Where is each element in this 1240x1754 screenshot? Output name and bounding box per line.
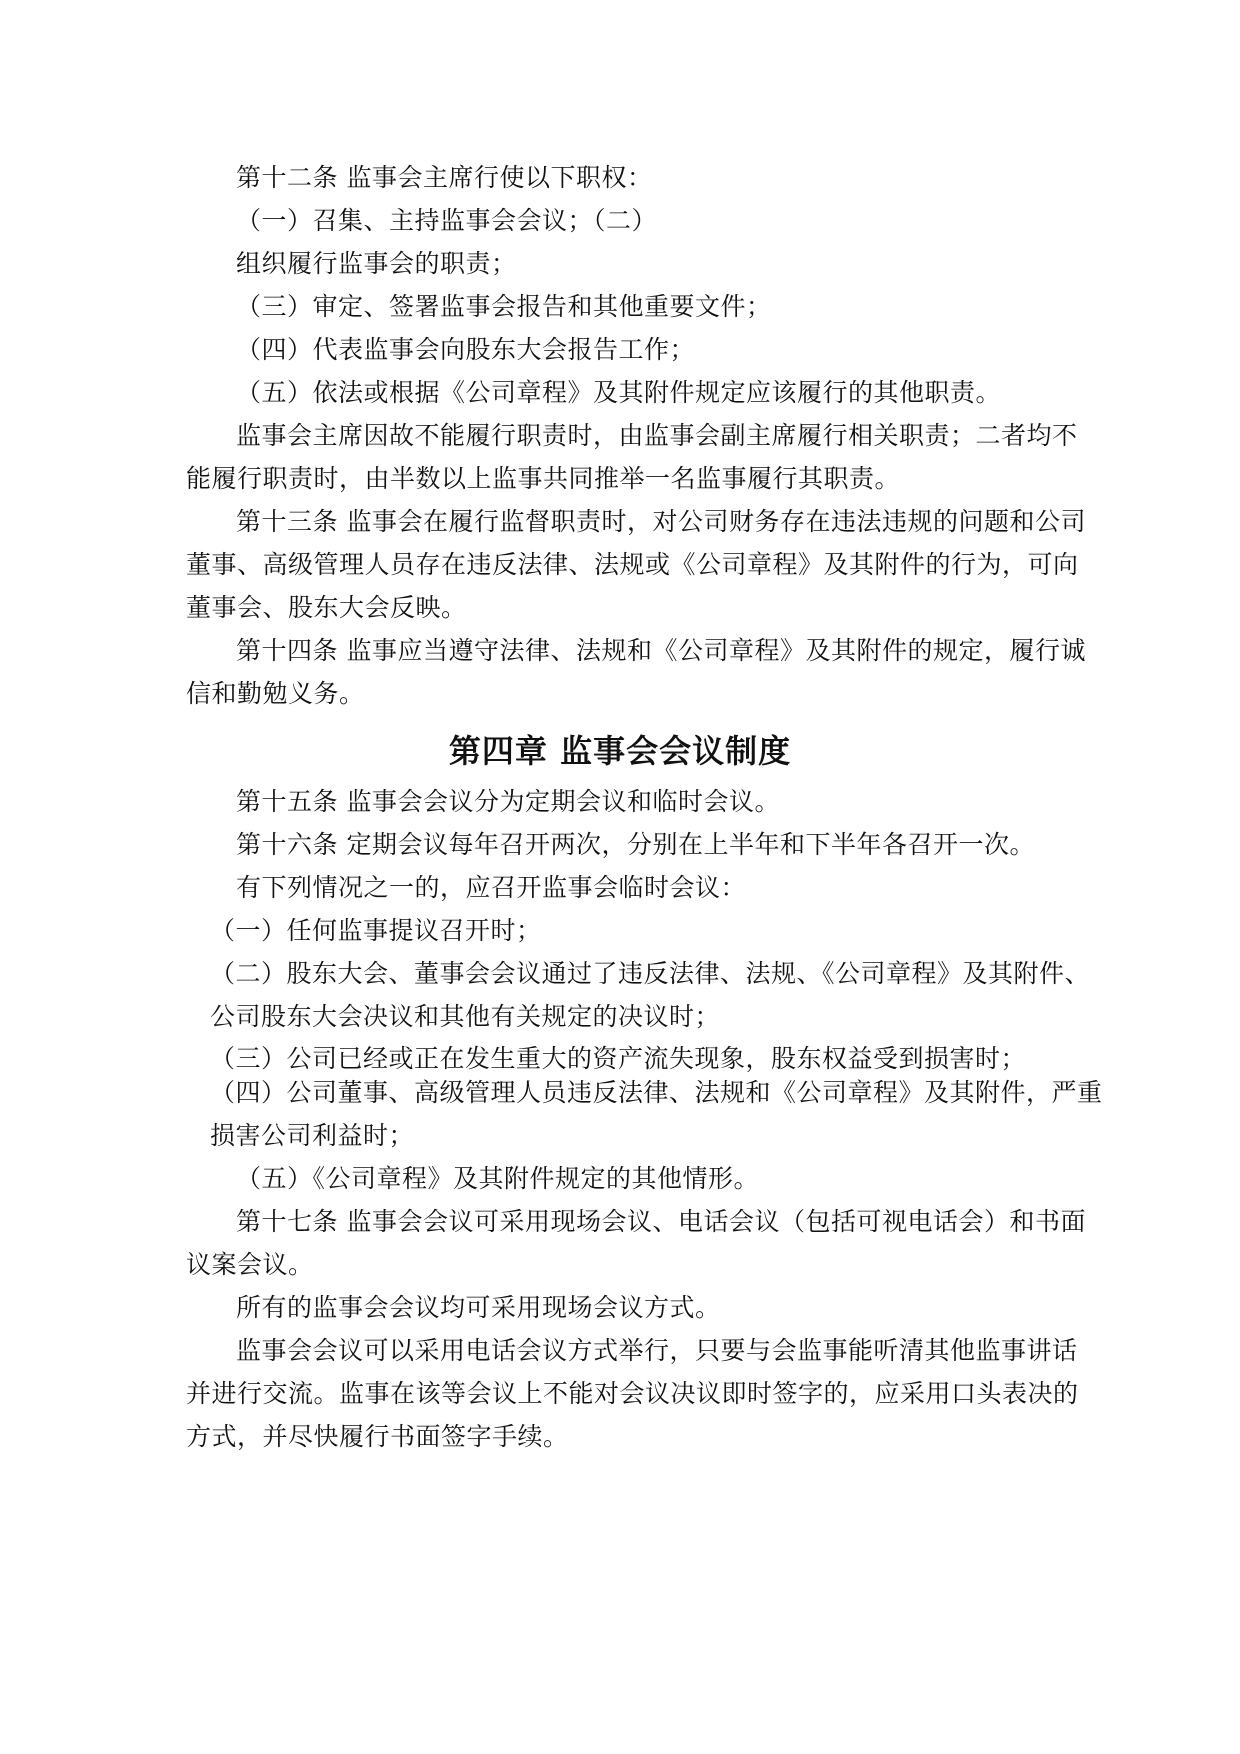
article-13-line-2: 董事、高级管理人员存在违反法律、法规或《公司章程》及其附件的行为，可向 xyxy=(186,550,1079,579)
article-16-item-4-line-2: 损害公司利益时； xyxy=(210,1121,415,1150)
article-12-paragraph-line-1: 监事会主席因故不能履行职责时，由监事会副主席履行相关职责；二者均不 xyxy=(236,421,1078,450)
article-16-item-2-line-2: 公司股东大会决议和其他有关规定的决议时； xyxy=(210,1002,721,1031)
chapter-4-title: 第四章 监事会会议制度 xyxy=(448,732,792,770)
article-16-item-5: （五）《公司章程》及其附件规定的其他情形。 xyxy=(236,1164,760,1193)
article-12-heading: 第十二条 监事会主席行使以下职权： xyxy=(236,163,653,192)
article-16-item-3: （三）公司已经或正在发生重大的资产流失现象，股东权益受到损害时； xyxy=(210,1044,1027,1073)
article-12-paragraph-line-2: 能履行职责时，由半数以上监事共同推举一名监事履行其职责。 xyxy=(186,464,901,493)
article-16-item-1: （一）任何监事提议召开时； xyxy=(210,916,542,945)
article-13-line-1: 第十三条 监事会在履行监督职责时，对公司财务存在违法违规的问题和公司 xyxy=(236,507,1086,536)
article-16-intro: 有下列情况之一的，应召开监事会临时会议： xyxy=(236,873,747,902)
article-13-line-3: 董事会、股东大会反映。 xyxy=(186,593,467,622)
article-14-line-1: 第十四条 监事应当遵守法律、法规和《公司章程》及其附件的规定，履行诚 xyxy=(236,636,1086,665)
article-12-item-4: （四）代表监事会向股东大会报告工作； xyxy=(236,335,696,364)
article-17-line-1: 第十七条 监事会会议可采用现场会议、电话会议（包括可视电话会）和书面 xyxy=(236,1207,1086,1236)
article-16-item-2-line-1: （二）股东大会、董事会会议通过了违反法律、法规、《公司章程》及其附件、 xyxy=(210,959,1091,988)
article-17-paragraph-3-line-1: 监事会会议可以采用电话会议方式举行，只要与会监事能听清其他监事讲话 xyxy=(236,1336,1078,1365)
article-17-paragraph-3-line-3: 方式，并尽快履行书面签字手续。 xyxy=(186,1422,569,1451)
article-17-paragraph-3-line-2: 并进行交流。监事在该等会议上不能对会议决议即时签字的，应采用口头表决的 xyxy=(186,1379,1079,1408)
article-17-paragraph-2: 所有的监事会会议均可采用现场会议方式。 xyxy=(236,1293,721,1322)
article-12-item-2: 组织履行监事会的职责； xyxy=(236,249,517,278)
article-12-item-5: （五）依法或根据《公司章程》及其附件规定应该履行的其他职责。 xyxy=(236,378,1002,407)
article-14-line-2: 信和勤勉义务。 xyxy=(186,679,365,708)
article-12-item-1: （一）召集、主持监事会会议；（二） xyxy=(236,206,658,235)
article-17-line-2: 议案会议。 xyxy=(186,1250,314,1279)
article-15-line-1: 第十五条 监事会会议分为定期会议和临时会议。 xyxy=(236,787,780,816)
article-12-item-3: （三）审定、签署监事会报告和其他重要文件； xyxy=(236,292,772,321)
article-16-item-4-line-1: （四）公司董事、高级管理人员违反法律、法规和《公司章程》及其附件，严重 xyxy=(210,1078,1103,1107)
article-16-line-1: 第十六条 定期会议每年召开两次，分别在上半年和下半年各召开一次。 xyxy=(236,830,1035,859)
